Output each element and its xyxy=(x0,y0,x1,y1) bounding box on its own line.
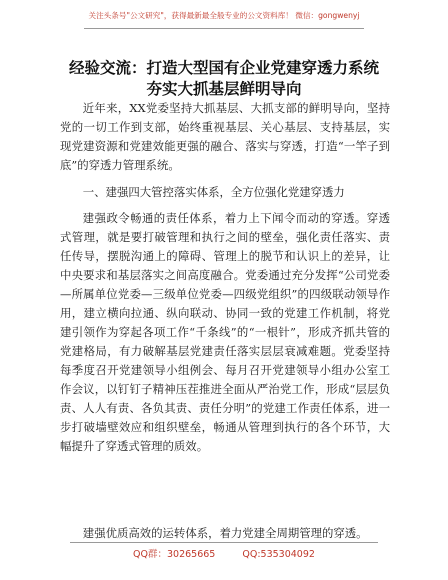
footer-qq-group: QQ群：30265665 xyxy=(133,549,216,560)
footer-qq: QQ:535304092 xyxy=(242,549,315,560)
paragraph-intro: 近年来，XX党委坚持大抓基层、大抓支部的鲜明导向，坚持党的一切工作到支部，始终重视基层、关心基层、支持基层，实现党建资源和党建效能更强的融合、落实与穿透，打造“一竿子到底”的穿透力管理系统。 xyxy=(60,101,390,172)
paragraph-operation: 建强优质高效的运转体系，着力党建全周期管理的穿透。 xyxy=(82,526,368,540)
document-title-line-2: 夯实大抓基层鲜明导向 xyxy=(146,80,302,98)
footer xyxy=(0,546,448,560)
section-heading: 一、建强四大管控落实体系，全方位强化党建穿透力 xyxy=(82,185,345,199)
paragraph-responsibility: 建强政令畅通的责任体系，着力上下闻令而动的穿透。穿透式管理，就是要打破管理和执行之间的壁垒，强化责任落实、责任传导，摆脱沟通上的障碍、管理上的脱节和认识上的差异，让中央要求和基层落实之间高度融合。党委通过充分发挥“公司党委—所属单位党委—三级单位党委—四级党组织”的四级联动领导作用，建立横向拉通、纵向联动、协同一致的党建工作机制，将党建引领作为穿起各项工作“千条线”的“一根针”，形成齐抓共管的党建格局，有力破解基层党建责任落实层层衰减难题。党委坚持每季度召开党建领导小组例会、每月召开党建领导小组办公室工作会议，以钉钉子精神压茬推进全面从严治党工作，形成“层层负责、人人有责、各负其责、责任分明”的党建工作责任体系，进一步打破墙壁效应和组织壁垒，畅通从管理到执行的各个环节，大幅提升了穿透式管理的质效。 xyxy=(60,211,390,453)
footer-divider xyxy=(70,542,378,543)
document-title-line-1: 经验交流：打造大型国有企业党建穿透力系统 xyxy=(68,59,379,77)
banner-text: 关注头条号"公文研究"，获得最新最全般专业的公文资料库！ 微信：gongwenyj xyxy=(88,11,360,20)
top-banner xyxy=(84,0,364,29)
